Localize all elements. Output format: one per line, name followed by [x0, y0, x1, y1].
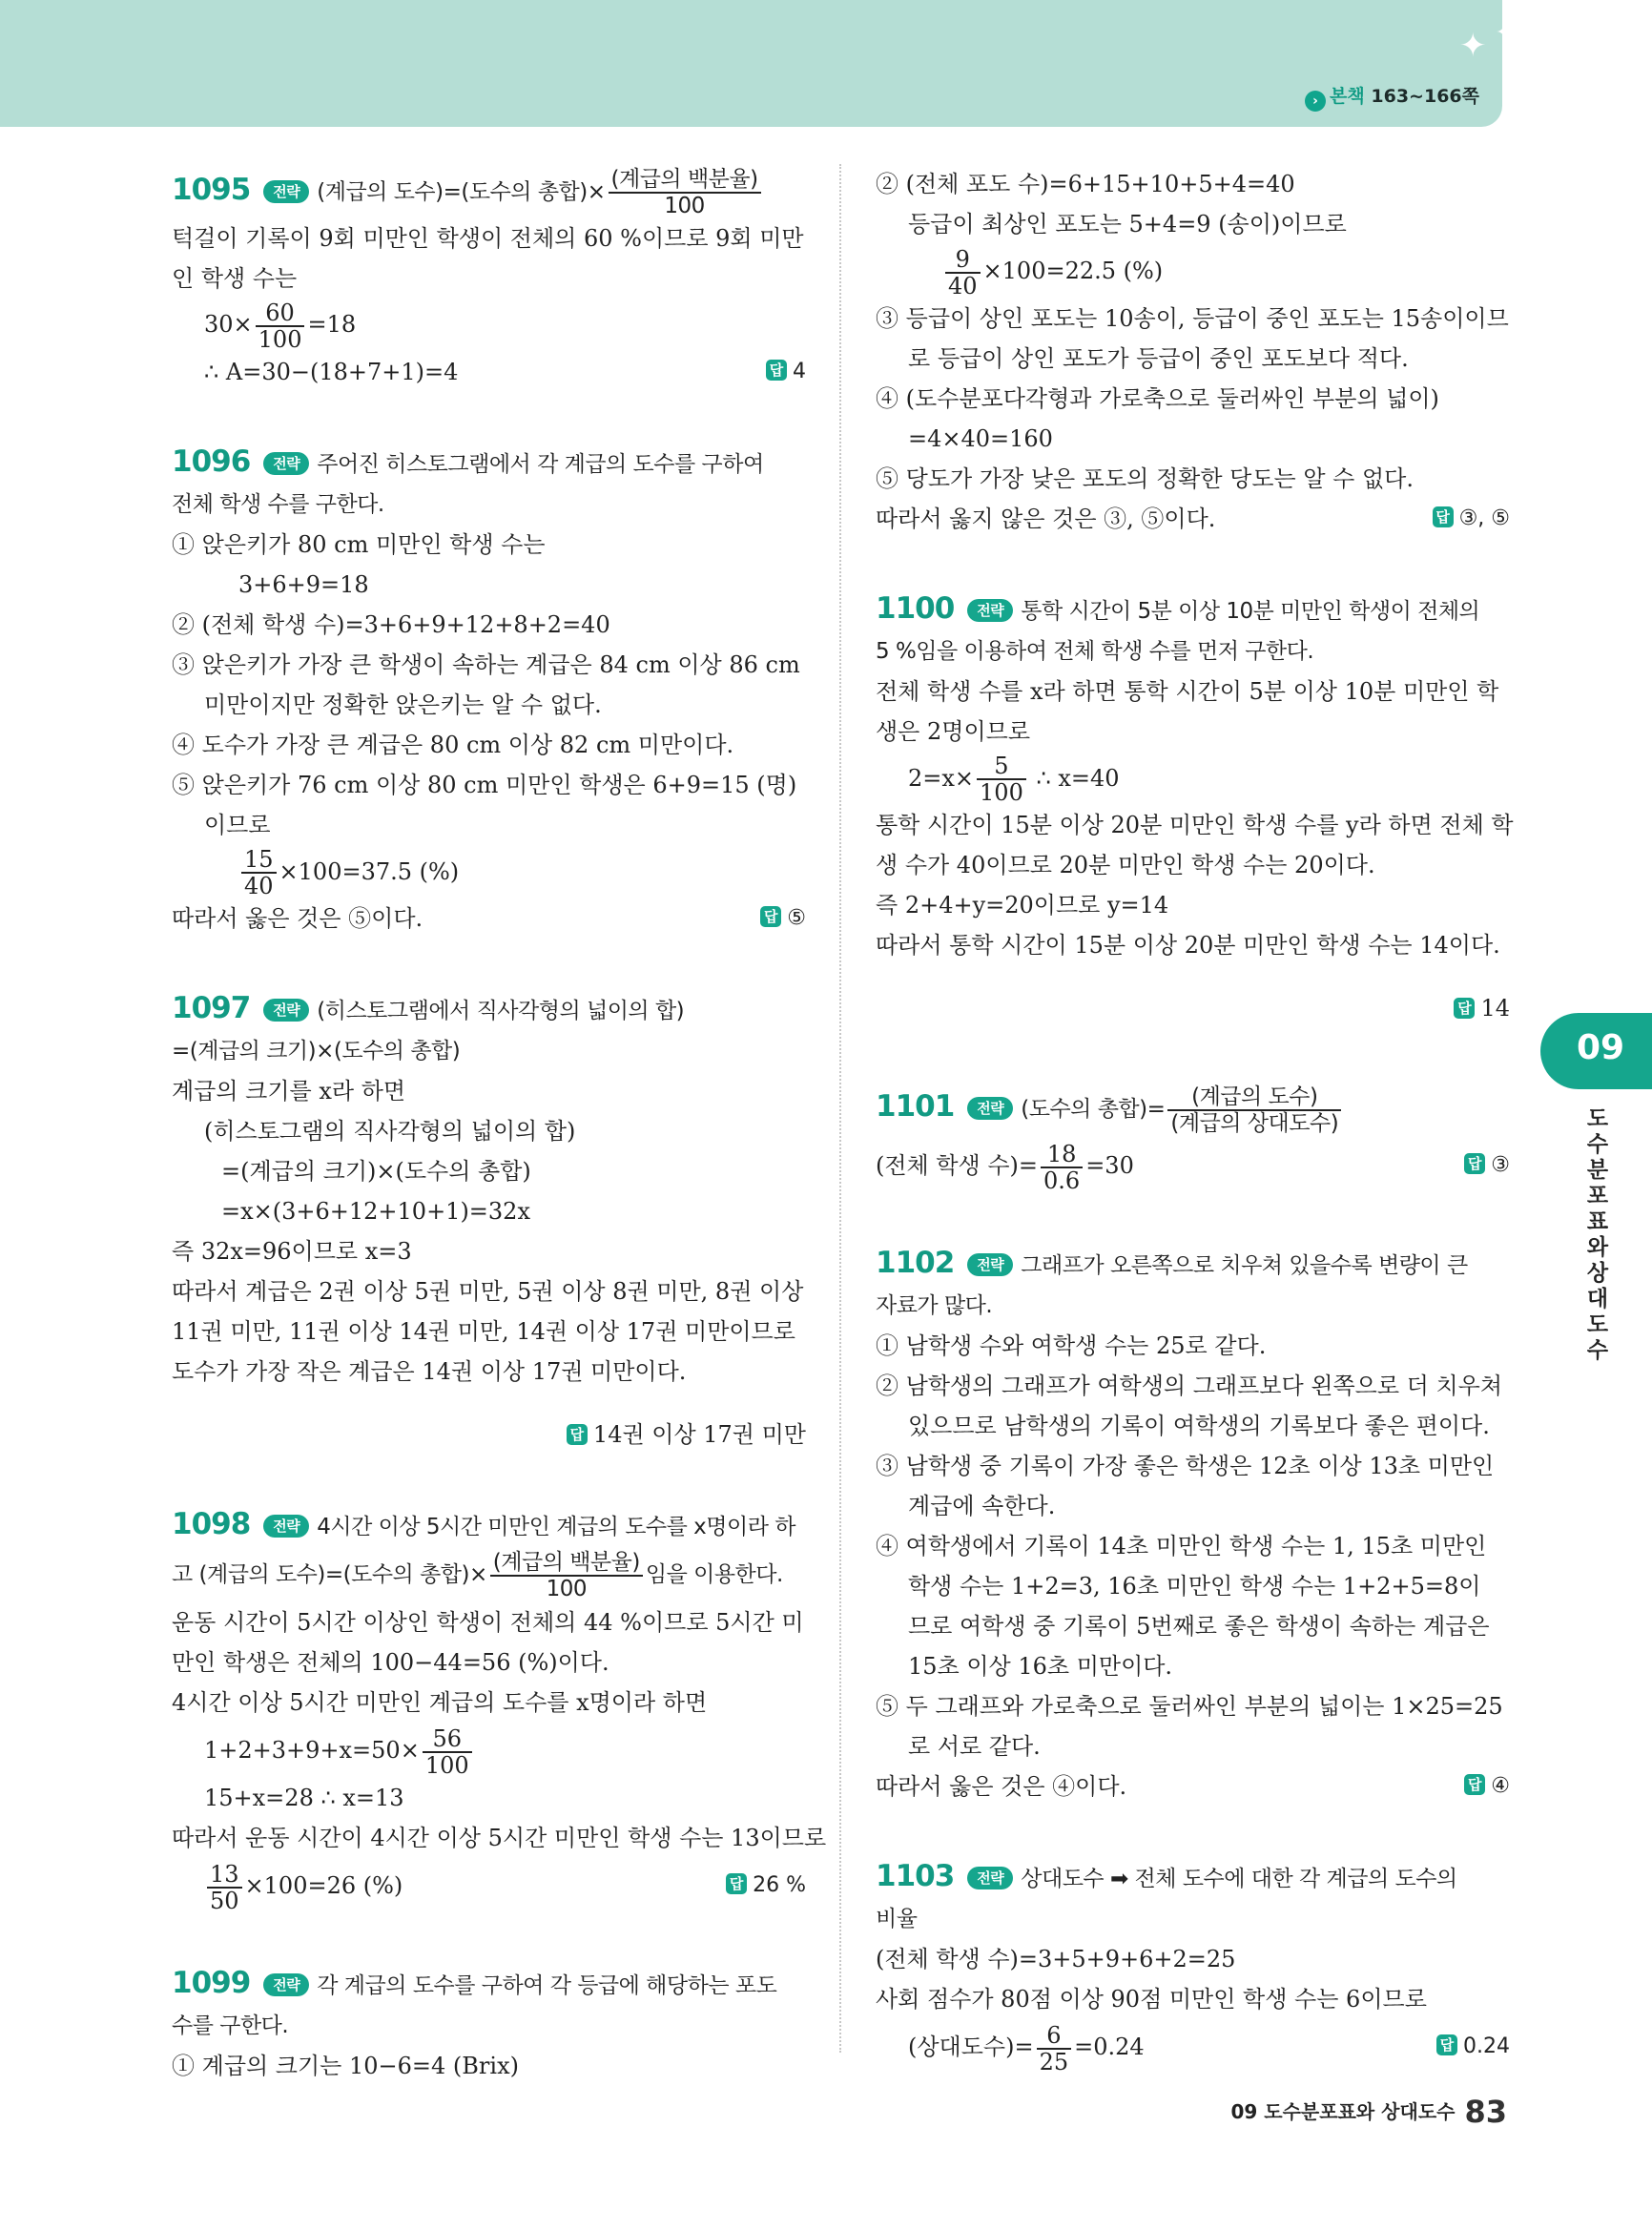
arrow-right-icon: ›: [1305, 91, 1326, 112]
answer: 답 ③: [1464, 1138, 1510, 1193]
textbook-reference: › 본책 163~166쪽: [1305, 82, 1479, 112]
problem-number: 1099: [172, 1966, 251, 2000]
footer-chapter: 09 도수분포표와 상대도수: [1230, 2100, 1456, 2123]
answer: 답 0.24: [1436, 2019, 1510, 2075]
problem-1095: 1095 전략 (계급의 도수)=(도수의 총합)× $\frac{\text{(계급의 백분율)}}{100}$ 턱걸이 기록이 9회 미만인 학생이 전체의 60 %이므로 9회 미만 인 학생 수는 30× $\frac{60}{100}$ =18 ∴ A=30−(18+7+1)=4 답 4: [172, 167, 806, 392]
problem-1103: 1103 전략 상대도수 ➡ 전체 도수에 대한 각 계급의 도수의 비율 (전체 학생 수)=3+5+9+6+2=25 사회 점수가 80점 이상 90점 미만인 학생 수는 6이므로 (상대도수)= $\frac{6}{25}$ =0.24 답 0.24: [876, 1859, 1510, 2075]
problem-number: 1102: [876, 1246, 955, 1280]
strategy-badge: 전략: [967, 1097, 1013, 1120]
column-divider: [839, 164, 841, 2053]
problem-1099-continued: ② (전체 포도 수)=6+15+10+5+4=40 등급이 최상인 포도는 5+4=9 (송이)이므로 $\frac{9}{40}$ ×100=22.5 (%) ③ 등급이 상인 포도는 10송이, 등급이 중인 포도는 15송이이므 로 등급이 상인 포도가 등급이 중인 포도보다 적다. ④ (도수분포다각형과 가로축으로 둘러싸인 부분의 넓이) =4×40=160 ⑤ 당도가 가장 낮은 포도의 정확한 당도는 알 수 없다. 따라서 옳지 않은 것은 ③, ⑤이다. 답 ③, ⑤: [876, 164, 1510, 539]
problem-number: 1101: [876, 1089, 955, 1124]
strategy-badge: 전략: [967, 1253, 1013, 1276]
answer: 답 4: [766, 352, 806, 392]
answer: 답 26 %: [726, 1858, 806, 1913]
problem-1096: 1096 전략 주어진 히스토그램에서 각 계급의 도수를 구하여 전체 학생 수를 구한다. ① 앉은키가 80 cm 미만인 학생 수는 3+6+9=18 ② (전체 학생 수)=3+6+9+12+8+2=40 ③ 앉은키가 가장 큰 학생이 속하는 계급은 84 cm 이상 86 cm 미만이지만 정확한 앉은키는 알 수 없다. ④ 도수가 가장 큰 계급은 80 cm 이상 82 cm 미만이다. ⑤ 앉은키가 76 cm 이상 80 cm 미만인 학생은 6+9=15 (명) 이므로 $\frac{15}{40}$ ×100=37.5 (%) 따라서 옳은 것은 ⑤이다. 답 ⑤: [172, 442, 806, 939]
strategy-badge: 전략: [263, 452, 309, 475]
strategy-badge: 전략: [263, 180, 309, 203]
strategy-badge: 전략: [967, 599, 1013, 622]
answer: 답 ⑤: [760, 898, 806, 939]
answer: 답 ③, ⑤: [1433, 499, 1510, 539]
chapter-side-title: 도수분포표와 상대도수: [1586, 1106, 1609, 1363]
problem-number: 1100: [876, 590, 955, 626]
strategy-badge: 전략: [263, 999, 309, 1022]
fraction: $\frac{\text{(계급의 백분율)}}{100}$: [609, 167, 761, 218]
answer: 답 ④: [1464, 1766, 1510, 1807]
left-column: [172, 167, 827, 2136]
chapter-tab: 09: [1540, 1013, 1652, 1089]
strategy-badge: 전략: [263, 1973, 309, 1996]
problem-number: 1097: [172, 991, 251, 1025]
problem-number: 1096: [172, 444, 251, 479]
page-number: 83: [1464, 2094, 1507, 2130]
strategy-badge: 전략: [263, 1515, 309, 1538]
problem-number: 1098: [172, 1507, 251, 1541]
strategy-badge: 전략: [967, 1867, 1013, 1889]
answer: 답 14권 이상 17권 미만: [172, 1414, 806, 1455]
sparkle-small-icon: ✦: [1496, 21, 1514, 45]
problem-1099: 1099 전략 각 계급의 도수를 구하여 각 등급에 해당하는 포도 수를 구한다. ① 계급의 크기는 10−6=4 (Brix): [172, 1966, 777, 2079]
page-footer: [1192, 2094, 1507, 2130]
problem-1102: 1102 전략 그래프가 오른쪽으로 치우쳐 있을수록 변량이 큰 자료가 많다. ① 남학생 수와 여학생 수는 25로 같다. ② 남학생의 그래프가 여학생의 그래프보다 왼쪽으로 더 치우쳐 있으므로 남학생의 기록이 여학생의 기록보다 좋은 편이다. ③ 남학생 중 기록이 가장 좋은 학생은 12초 이상 13초 미만인 계급에 속한다. ④ 여학생에서 기록이 14초 미만인 학생 수는 1, 15초 미만인 학생 수는 1+2=3, 16초 미만인 학생 수는 1+2+5=8이 므로 여학생 중 기록이 5번째로 좋은 학생이 속하는 계급은 15초 이상 16초 미만이다. ⑤ 두 그래프와 가로축으로 둘러싸인 부분의 넓이는 1×25=25 로 서로 같다. 따라서 옳은 것은 ④이다. 답 ④: [876, 1243, 1510, 1807]
problem-1098: 1098 전략 4시간 이상 5시간 미만인 계급의 도수를 x명이라 하 고 (계급의 도수)=(도수의 총합)× $\frac{\text{(계급의 백분율)}}{100}$ 임을 이용한다. 운동 시간이 5시간 이상인 학생이 전체의 44 %이므로 5시간 미 만인 학생은 전체의 100−44=56 (%)이다. 4시간 이상 5시간 미만인 계급의 도수를 x명이라 하면 1+2+3+9+x=50× $\frac{56}{100}$ 15+x=28 ∴ x=13 따라서 운동 시간이 4시간 이상 5시간 미만인 학생 수는 13이므로 $\frac{13}{50}$ ×100=26 (%) 답 26 %: [172, 1507, 827, 1914]
right-column: [876, 164, 1514, 2124]
problem-number: 1095: [172, 172, 251, 207]
sparkle-icon: ✦: [1459, 27, 1487, 65]
problem-1097: 1097 전략 (히스토그램에서 직사각형의 넓이의 합) =(계급의 크기)×(도수의 총합) 계급의 크기를 x라 하면 (히스토그램의 직사각형의 넓이의 합) =(계급의 크기)×(도수의 총합) =x×(3+6+12+10+1)=32x 즉 32x=96이므로 x=3 따라서 계급은 2권 이상 5권 미만, 5권 이상 8권 미만, 8권 이상 11권 미만, 11권 이상 14권 미만, 14권 이상 17권 미만이므로 도수가 가장 작은 계급은 14권 이상 17권 미만이다. 답 14권 이상 17권 미만: [172, 988, 806, 1455]
problem-number: 1103: [876, 1859, 955, 1893]
page-header: [0, 0, 1514, 127]
problem-1101: 1101 전략 (도수의 총합)= $\frac{\text{(계급의 도수)}}{\text{(계급의 상대도수)}}$ (전체 학생 수)= $\frac{18}{0.6}$ =30 답 ③: [876, 1084, 1510, 1194]
answer: 답 14: [876, 988, 1510, 1028]
problem-1100: 1100 전략 통학 시간이 5분 이상 10분 미만인 학생이 전체의 5 %임을 이용하여 전체 학생 수를 먼저 구한다. 전체 학생 수를 x라 하면 통학 시간이 5분 이상 10분 미만인 학 생은 2명이므로 2=x× $\frac{5}{100}$ ∴ x=40 통학 시간이 15분 이상 20분 미만인 학생 수를 y라 하면 전체 학 생 수가 40이므로 20분 미만인 학생 수는 20이다. 즉 2+4+y=20이므로 y=14 따라서 통학 시간이 15분 이상 20분 미만인 학생 수는 14이다. 답 14: [876, 588, 1510, 1029]
